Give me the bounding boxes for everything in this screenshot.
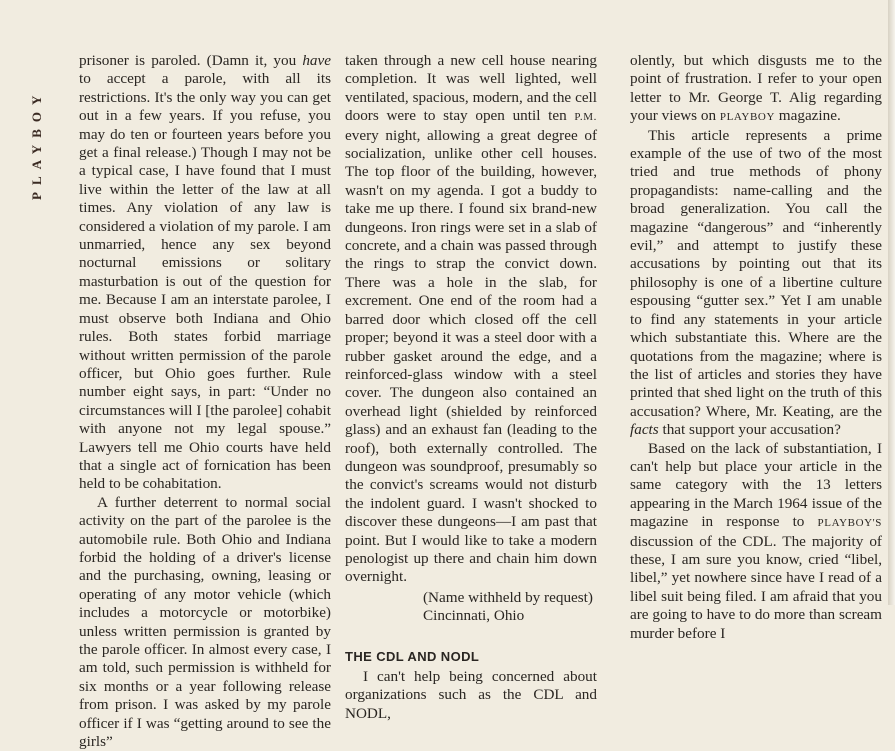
column-3-paragraph-3: Based on the lack of substantiation, I can't help but place your article in the same category with the 13 letters appearing in the March 1964 issue of the magazine in response to PLAYBOY'S discussion of the CDL. The majority of these, I am sure you know, cried “libel, libel,” yet nowhere since have I read of a libel suit being filed. I am afraid that you are going to have to do more than scream murder before I <box>630 439 882 642</box>
signature-city: Cincinnati, Ohio <box>423 607 525 625</box>
column-2-paragraph-1: taken through a new cell house nearing completion. It was well lighted, well ventilated, spacious, modern, and the cell doors were to stay open until ten P.M. every night, allowing a great degree of socialization, unlike other cell houses. The top floor of the building, however, wasn't on my agenda. I got a buddy to take me up there. I found six brand-new dungeons. Iron rings were set in a slab of concrete, and a chain was passed through the rings to strap the convict down. There was a hole in the slab, for excrement. One end of the room had a barred door which closed off the cell proper; beyond it was a steel door with a rubber gasket around the edge, and a reinforced-glass window with a steel cover. The dungeon also contained an overhead light (shielded by reinforced glass) and an exhaust fan (leading to the roof), both externally controlled. The dungeon was soundproof, presumably so the convict's screams would not disturb the indolent guard. I wasn't shocked to discover these dungeons—I am past that point. But I would like to take a modern penologist up there and chain him down overnight. <box>345 52 597 586</box>
signature-name: (Name withheld by request) <box>423 588 593 606</box>
section-heading: THE CDL AND NODL <box>345 648 480 664</box>
column-2-paragraph-2: I can't help being concerned about organizations such as the CDL and NODL, <box>345 668 597 722</box>
column-1-paragraph-2: A further deterrent to normal social activity on the part of the parolee is the automobile rule. Both Ohio and Indiana forbid the holding of a driver's license and the purchasing, owning, leasing or operating of any motor vehicle (which includes a motorcycle or motorbike) unless written permission is granted by the parole officer. In almost every case, I am told, such permission is withheld for six months or a year following release from prison. I was asked by my parole officer if I was “getting around to see the girls” <box>79 493 331 751</box>
column-3-paragraph-2: This article represents a prime example of the use of two of the most tried and true methods of phony propagandists: name-calling and the broad generalization. You call the magazine “dangerous” and “inherently evil,” and attempt to justify these accusations by pointing out that its philosophy is one of a libertine culture espousing “gutter sex.” Yet I am unable to find any statements in your article which substantiate this. Where are the quotations from the magazine; where is the list of articles and stories they have printed that shed light on the truth of this accusation? Where, Mr. Keating, are the facts that support your accusation? <box>630 126 882 439</box>
column-3 <box>630 52 882 643</box>
page-edge <box>888 0 895 605</box>
letter-signature <box>345 589 597 626</box>
column-1-paragraph-1: prisoner is paroled. (Damn it, you have to accept a parole, with all its restrictions. It's the only way you can get out in a few years. If you refuse, you may do ten or fourteen years before you get a final release.) Though I may not be a typical case, I have found that I must live within the letter of the law at all times. Any violation of any law is considered a violation of my parole. I am unmarried, hence any sex beyond nocturnal emissions or solitary masturbation is out of the question for me. Because I am an interstate parolee, I must observe both Indiana and Ohio rules. Both states forbid marriage without written permission of the parole officer, but Ohio goes further. Rule number eight says, in part: “Under no circumstances will I [the parolee] cohabit with anyone not my legal spouse.” Lawyers tell me Ohio courts have held that a single act of fornication has been held to be cohabitation. <box>79 52 331 493</box>
column-1 <box>79 52 331 751</box>
column-2 <box>345 52 597 723</box>
running-head-text: PLAYBOY <box>29 88 44 200</box>
column-3-paragraph-1: olently, but which disgusts me to the point of frustration. I refer to your open letter to Mr. George T. Alig regarding your views on PLAYBOY magazine. <box>630 52 882 125</box>
running-head <box>24 60 44 200</box>
